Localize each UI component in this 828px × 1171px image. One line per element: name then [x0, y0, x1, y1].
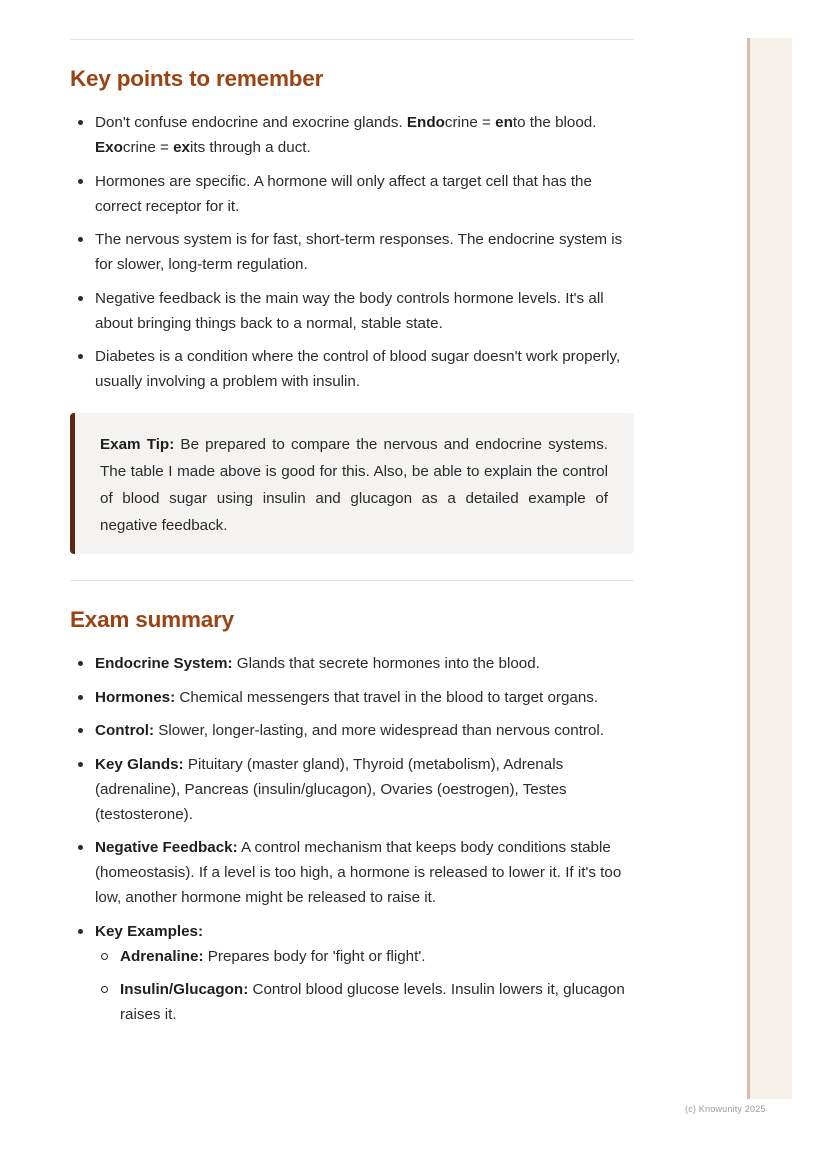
summary-text: Pituitary (master gland), Thyroid (metabolism), Adrenals (adrenaline), Pancreas (insulin/glucagon), Ovaries (oestrogen), Testes (testosterone).	[95, 755, 567, 823]
summary-subterm: Insulin/Glucagon:	[120, 981, 249, 998]
key-point-item	[70, 169, 640, 219]
summary-term: Key Examples:	[95, 922, 204, 940]
summary-text: Slower, longer-lasting, and more widespread than nervous control.	[154, 722, 605, 739]
text-run: crine =	[444, 114, 496, 131]
text-run: Negative feedback is the main way the body controls hormone levels. It's all about bringing things back to a normal, stable state.	[95, 289, 604, 332]
key-points-list	[70, 110, 640, 403]
summary-term: Control:	[95, 722, 155, 739]
bold-text-run: Exo	[95, 139, 123, 156]
summary-subterm: Adrenaline:	[120, 947, 204, 965]
key-points-heading: Key points to remember	[70, 66, 324, 91]
key-point-item	[70, 286, 640, 336]
key-point-item	[70, 227, 640, 277]
summary-item	[70, 718, 640, 743]
bold-text-run: en	[495, 114, 513, 131]
text-run: Don't confuse endocrine and exocrine glands.	[95, 114, 407, 131]
key-examples-sublist	[95, 944, 640, 1028]
copyright-footer: (c) Knowunity 2025	[685, 1104, 766, 1114]
summary-item	[70, 685, 640, 710]
summary-text: Chemical messengers that travel in the blood to target organs.	[175, 688, 599, 706]
bold-text-run: Endo	[406, 114, 445, 131]
text-run: Hormones are specific. A hormone will only affect a target cell that has the correct receptor for it.	[95, 172, 592, 215]
bold-text-run: ex	[173, 139, 190, 156]
summary-item	[70, 752, 640, 827]
key-point-item	[70, 344, 640, 394]
summary-subitem	[95, 944, 640, 969]
exam-summary-list	[70, 651, 640, 1036]
exam-tip-label: Exam Tip:	[100, 436, 175, 453]
summary-term: Key Glands:	[95, 755, 184, 773]
text-run: crine =	[122, 139, 174, 156]
text-run: to the blood.	[512, 114, 597, 131]
exam-tip-text	[100, 431, 608, 539]
summary-item	[70, 651, 640, 676]
exam-tip-body: Be prepared to compare the nervous and endocrine systems. The table I made above is good for this. Also, be able to explain the control of blood sugar using insulin and glucagon as a detailed example of negative feedback.	[100, 436, 609, 534]
text-run: Diabetes is a condition where the control of blood sugar doesn't work properly, usually involving a problem with insulin.	[95, 348, 621, 390]
exam-tip-callout	[70, 413, 634, 554]
summary-term: Endocrine System:	[95, 655, 233, 672]
summary-item	[70, 919, 640, 1028]
section-divider	[70, 580, 634, 581]
summary-item	[70, 835, 640, 910]
top-divider	[70, 39, 634, 40]
text-run: The nervous system is for fast, short-term responses. The endocrine system is for slower, long-term regulation.	[95, 231, 623, 273]
summary-term: Negative Feedback:	[95, 839, 238, 856]
summary-subitem	[95, 977, 640, 1027]
summary-subtext: Prepares body for 'fight or flight'.	[203, 947, 426, 965]
summary-text: A control mechanism that keeps body conditions stable (homeostasis). If a level is too high, a hormone is released to lower it. If it's too low, another hormone might be released to raise it.	[95, 839, 622, 906]
text-run: its through a duct.	[190, 139, 311, 156]
key-point-item	[70, 110, 640, 160]
summary-subtext: Control blood glucose levels. Insulin lowers it, glucagon raises it.	[120, 981, 625, 1023]
page-margin-sidebar	[747, 38, 792, 1099]
exam-summary-heading: Exam summary	[70, 607, 234, 632]
summary-text: Glands that secrete hormones into the blood.	[232, 655, 540, 672]
summary-term: Hormones:	[95, 688, 176, 706]
